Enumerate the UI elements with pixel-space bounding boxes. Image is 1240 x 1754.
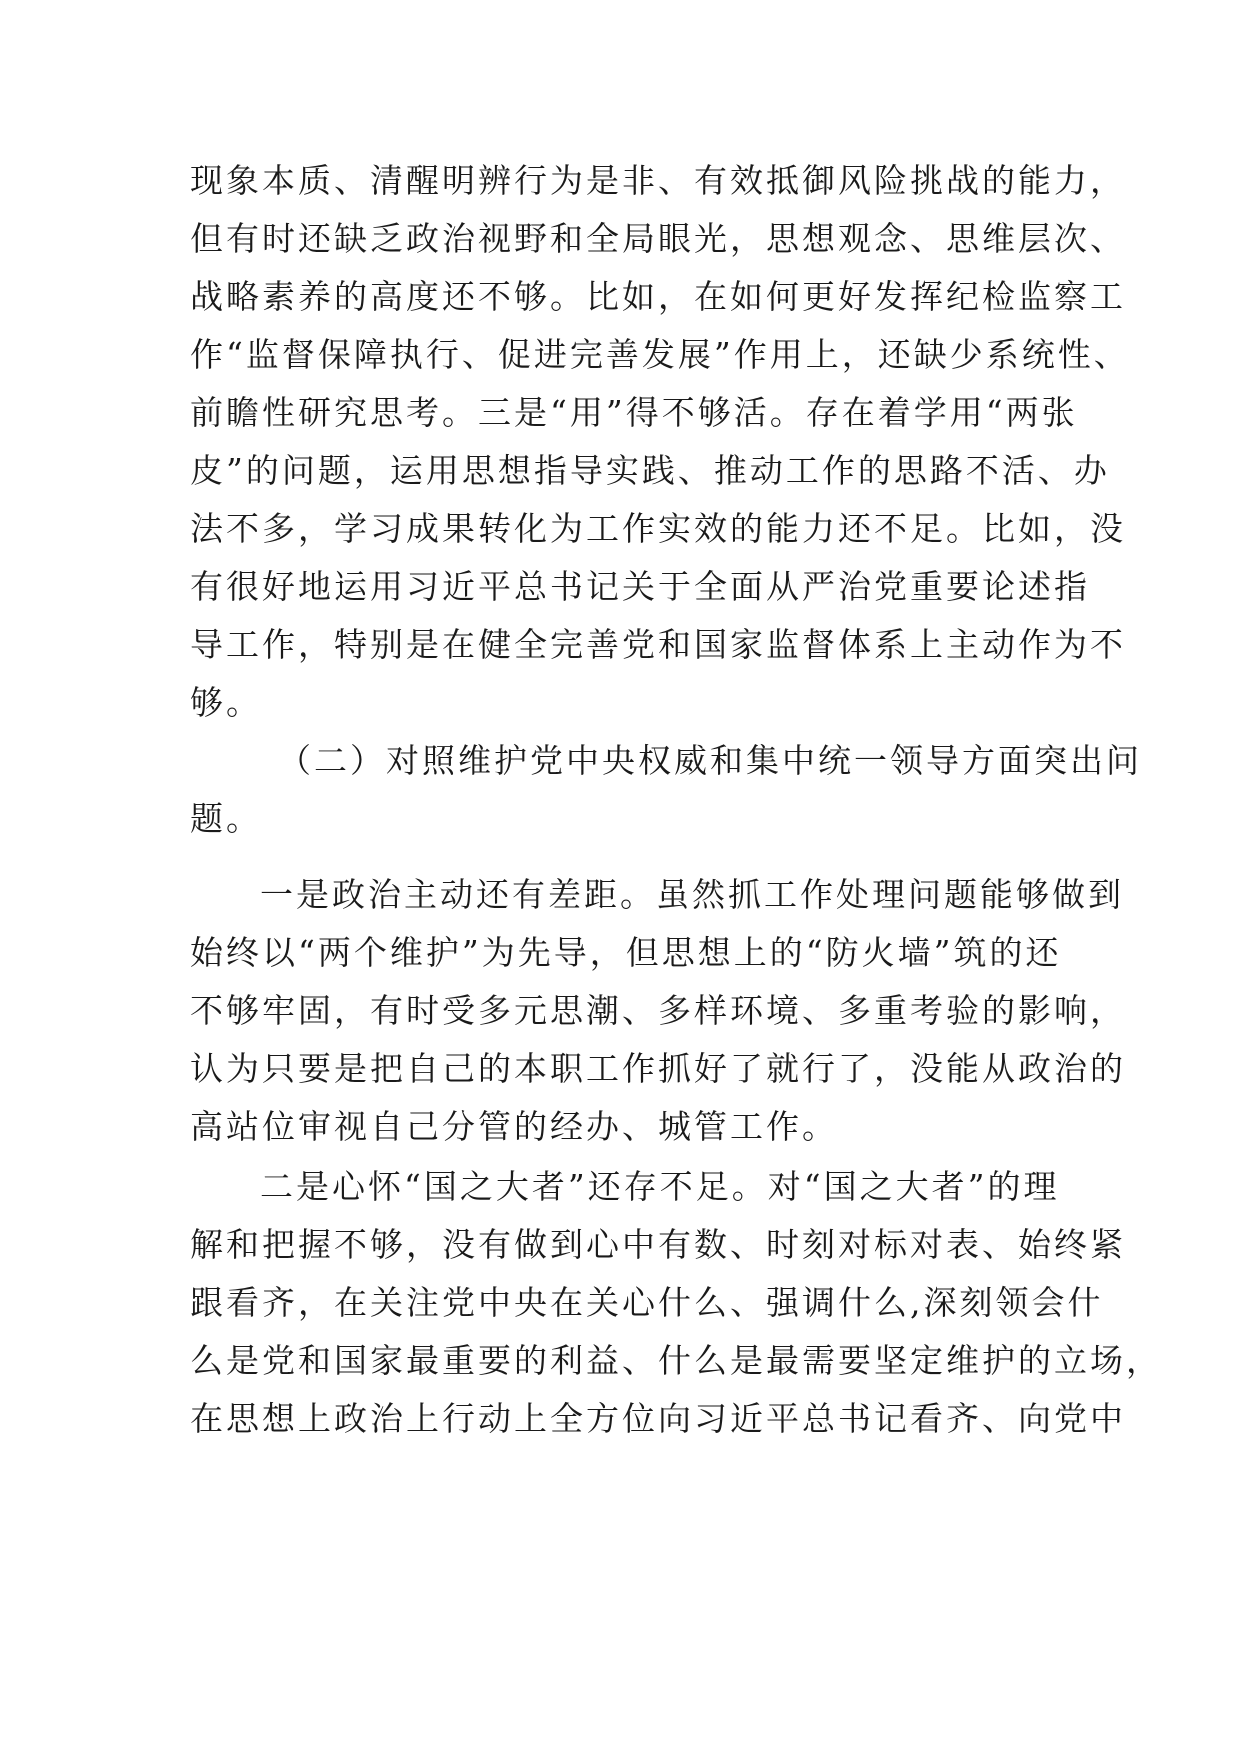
text-line: 认为只要是把自己的本职工作抓好了就行了，没能从政治的 — [190, 1049, 1126, 1088]
text-line: 在思想上政治上行动上全方位向习近平总书记看齐、向党中 — [190, 1399, 1126, 1438]
text-line: 但有时还缺乏政治视野和全局眼光，思想观念、思维层次、 — [190, 219, 1126, 258]
text-line: 始终以“两个维护”为先导，但思想上的“防火墙”筑的还 — [190, 933, 1062, 972]
text-line: 够。 — [190, 683, 262, 722]
text-line: 现象本质、清醒明辨行为是非、有效抵御风险挑战的能力， — [190, 161, 1126, 200]
text-line: 二是心怀“国之大者”还存不足。对“国之大者”的理 — [260, 1167, 1060, 1206]
text-line: 有很好地运用习近平总书记关于全面从严治党重要论述指 — [190, 567, 1090, 606]
text-line: 法不多，学习成果转化为工作实效的能力还不足。比如，没 — [190, 509, 1126, 548]
text-line: 跟看齐，在关注党中央在关心什么、强调什么,深刻领会什 — [190, 1283, 1104, 1322]
text-line: 前瞻性研究思考。三是“用”得不够活。存在着学用“两张 — [190, 393, 1078, 432]
text-line: 皮”的问题，运用思想指导实践、推动工作的思路不活、办 — [190, 451, 1110, 490]
text-line: 导工作，特别是在健全完善党和国家监督体系上主动作为不 — [190, 625, 1126, 664]
text-line: 一是政治主动还有差距。虽然抓工作处理问题能够做到 — [260, 875, 1124, 914]
section-heading — [190, 732, 1142, 848]
text-line: 解和把握不够，没有做到心中有数、时刻对标对表、始终紧 — [190, 1225, 1126, 1264]
text-line: 高站位审视自己分管的经办、城管工作。 — [190, 1107, 838, 1146]
heading-line: （二）对照维护党中央权威和集中统一领导方面突出问 — [278, 741, 1142, 780]
paragraph-political-initiative — [190, 866, 1126, 1156]
heading-line: 题。 — [190, 799, 262, 838]
text-line: 不够牢固，有时受多元思潮、多样环境、多重考验的影响， — [190, 991, 1126, 1030]
paragraph-continued — [190, 152, 1130, 732]
text-line: 战略素养的高度还不够。比如，在如何更好发挥纪检监察工 — [190, 277, 1126, 316]
text-line: 作“监督保障执行、促进完善发展”作用上，还缺少系统性、 — [190, 335, 1130, 374]
text-line: 么是党和国家最重要的利益、什么是最需要坚定维护的立场， — [190, 1341, 1162, 1380]
paragraph-national-priorities — [190, 1158, 1162, 1448]
